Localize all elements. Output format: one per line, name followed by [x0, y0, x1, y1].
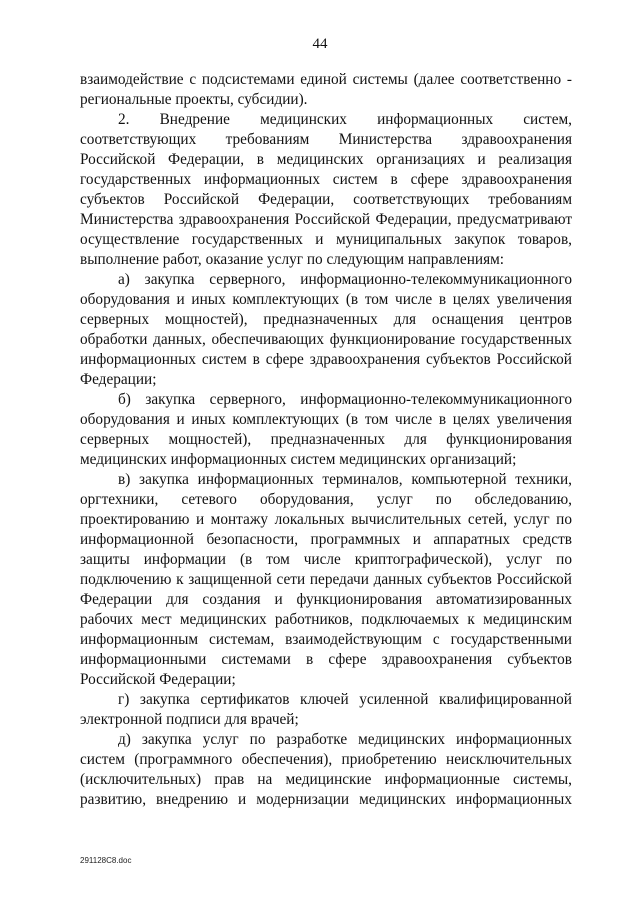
- page-number: 44: [312, 36, 328, 52]
- paragraph-item-g: г) закупка сертификатов ключей усиленной квалифицированной электронной подписи для врачей;: [80, 691, 572, 728]
- paragraph-item-v: в) закупка информационных терминалов, компьютерной техники, оргтехники, сетевого оборудования, услуг по обследованию, проектированию и монтажу локальных вычислительных сетей, услуг по информационной безопасности, программных и аппаратных средств защиты информации (в том числе криптографической), услуг по подключению к защищенной сети передачи данных субъектов Российской Федерации для создания и функционирования автоматизированных рабочих мест медицинских работников, подключаемых к медицинским информационным системам, взаимодействующим с государственными информационными системами в сфере здравоохранения субъектов Российской Федерации;: [80, 471, 572, 688]
- paragraph-item-b: б) закупка серверного, информационно-телекоммуникационного оборудования и иных комплектующих (в том числе в целях увеличения серверных мощностей), предназначенных для функционирования медицинских информационных систем медицинских организаций;: [80, 391, 572, 468]
- footer-filename: 291128С8.doc: [80, 856, 132, 865]
- paragraph-item-a: а) закупка серверного, информационно-телекоммуникационного оборудования и иных комплектующих (в том числе в целях увеличения серверных мощностей), предназначенных для оснащения центров обработки данных, обеспечивающих функционирование государственных информационных систем в сфере здравоохранения субъектов Российской Федерации;: [80, 271, 572, 388]
- paragraph-item-2: 2. Внедрение медицинских информационных систем, соответствующих требованиям Министерства здравоохранения Российской Федерации, в медицинских организациях и реализация государственных информационных систем в сфере здравоохранения субъектов Российской Федерации, соответствующих требованиям Министерства здравоохранения Российской Федерации, предусматривают осуществление государственных и муниципальных закупок товаров, выполнение работ, оказание услуг по следующим направлениям:: [80, 111, 572, 268]
- document-body: [80, 70, 572, 810]
- paragraph-item-d: д) закупка услуг по разработке медицинских информационных систем (программного обеспечения), приобретению неисключительных (исключительных) прав на медицинские информационные системы, развитию, внедрению и модернизации медицинских информационных: [80, 731, 572, 808]
- paragraph-continuation: взаимодействие с подсистемами единой системы (далее соответственно - региональные проекты, субсидии).: [80, 71, 572, 108]
